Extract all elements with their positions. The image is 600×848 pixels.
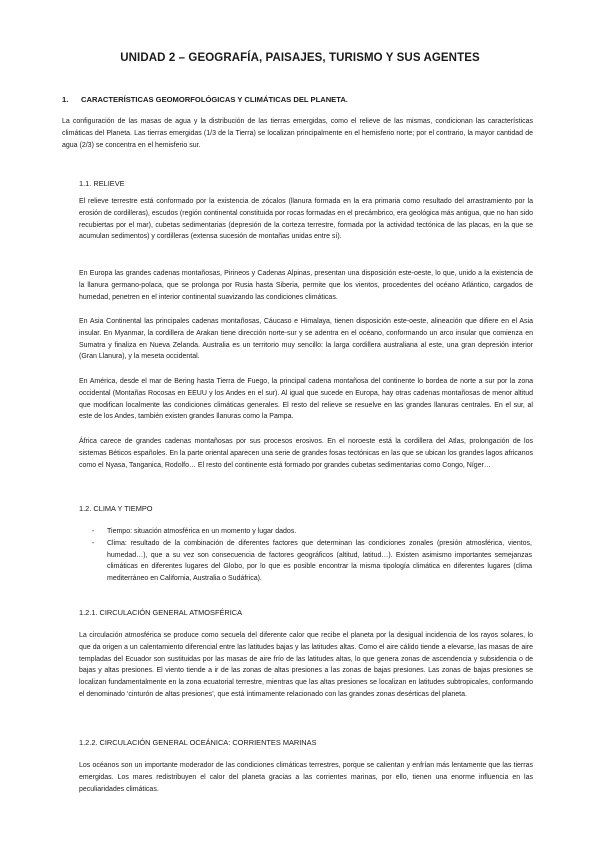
clima-heading: 1.2. CLIMA Y TIEMPO — [79, 504, 153, 513]
relieve-paragraph-3: En Asia Continental las principales cadenas montañosas, Cáucaso e Himalaya, tienen disposición este-oeste, alineación que difiere en el Asia insular. En Myanmar, la cordillera de Arakan tiene dirección norte-sur y se adentra en el océano, conformando un arco insular que comienza en Sumatra y finaliza en Nueva Zelanda. Australia es un territorio muy sencillo: la larga cordillera australiana al este, una gran depresión interior (Gran Llanura), y la meseta occidental. — [79, 318, 533, 361]
circulacion-atmosferica-text: La circulación atmosférica se produce como secuela del diferente calor que recibe el planeta por la desigual incidencia de los rayos solares, lo que da origen a un calentamiento diferencial entre las latitudes bajas y las latitudes altas. Como el aire cálido tiende a elevarse, las masas de aire templadas del Ecuador son sustituidas por las masas de aire frío de las latitudes altas, lo que genera zonas de ascendencia y subsidencia o de bajas y altas presiones. El viento tiende a ir de las zonas de altas presiones a las zonas de bajas presiones. Las zonas de bajas presiones se localizan fundamentalmente en la zona ecuatorial terrestre, mientras que las altas presiones se localizan en latitudes subtropicales, conformando el denominado ‘cinturón de altas presiones’, que está íntimamente relacionado con las grandes zonas desérticas del planeta. — [79, 632, 533, 698]
relieve-heading: 1.1. RELIEVE — [79, 179, 125, 188]
section-1-title: CARACTERÍSTICAS GEOMORFOLÓGICAS Y CLIMÁTICAS DEL PLANETA. — [81, 95, 348, 104]
relieve-paragraph-5: África carece de grandes cadenas montañosas por sus procesos erosivos. En el noroeste está la cordillera del Atlas, prolongación de los sistemas Béticos españoles. En la parte oriental aparecen una serie de grandes fosas tectónicas en las que se ubican los grandes lagos africanos como el Nyasa, Tanganica, Rodolfo… El resto del continente está formado por grandes cubetas sedimentarias como Congo, Níger… — [79, 438, 533, 469]
circulacion-oceanica-text: Los océanos son un importante moderador de las condiciones climáticas terrestres, porque se calientan y enfrían más lentamente que las tierras emergidas. Los mares redistribuyen el calor del planeta gracias a las corrientes marinas, por ello, tienen una enorme influencia en las peculiaridades climáticas. — [79, 762, 533, 793]
relieve-paragraph-1: El relieve terrestre está conformado por la existencia de zócalos (llanura formada en la era primaria como resultado del arrastramiento por la erosión de cordilleras), escudos (región continental constituida por rocas formadas en el precámbrico, era geológica más antigua, que no han sido recubiertas por el mar), cubetas sedimentarias (depresión de la corteza terrestre, formada por la actividad tectónica de las placas, en la que se acumulan sedimentos) y cordilleras (extensa sucesión de montañas unidas entre sí). — [79, 198, 533, 241]
list-item: - Clima: resultado de la combinación de diferentes factores que determinan las condiciones zonales (presión atmosférica, vientos, humedad…), que a su vez son consecuencia de factores geográficos (altitud, latitud…). Existen asimismo importantes semejanzas climáticas en diferentes lugares del Globo, por lo que es posible encontrar la misma tipología climática en diferentes lugares (clima mediterráneo en California, Australia o Sudáfrica). — [92, 538, 532, 585]
relieve-paragraph-4: En América, desde el mar de Bering hasta Tierra de Fuego, la principal cadena montañosa del continente lo bordea de norte a sur por la zona occidental (Montañas Rocosas en EEUU y los Andes en el sur). Al igual que sucede en Europa, hay otras cadenas montañosas de menor altitud que modifican localmente las condiciones climáticas generales. El resto del relieve se resuelve en las grandes llanuras centrales. En el sur, al este de los Andes, también existen grandes llanuras como la Pampa. — [79, 378, 533, 421]
relieve-paragraph-2: En Europa las grandes cadenas montañosas, Pirineos y Cadenas Alpinas, presentan una disposición este-oeste, lo que, unido a la existencia de la llanura germano-polaca, que se prolonga por Rusia hasta Siberia, permite que los vientos, procedentes del océano Atlántico, cargados de humedad, penetren en el interior continental suavizando las condiciones climáticas. — [79, 270, 533, 301]
section-1-heading — [62, 95, 348, 104]
circulacion-atmosferica-heading: 1.2.1. CIRCULACIÓN GENERAL ATMOSFÉRICA — [79, 608, 243, 617]
section-1-intro: La configuración de las masas de agua y la distribución de las tierras emergidas, como el relieve de las mismas, condicionan las características climáticas del Planeta. Las tierras emergidas (1/3 de la Tierra) se localizan principalmente en el hemisferio norte; por el contrario, la mayor cantidad de agua (2/3) se concentra en el hemisferio sur. — [62, 118, 533, 149]
list-item: - Tiempo: situación atmosférica en un momento y lugar dados. — [92, 526, 532, 538]
section-1-number: 1. — [62, 95, 69, 104]
page-title: UNIDAD 2 – GEOGRAFÍA, PAISAJES, TURISMO Y SUS AGENTES — [120, 52, 480, 64]
clima-list — [92, 526, 532, 585]
circulacion-oceanica-heading: 1.2.2. CIRCULACIÓN GENERAL OCEÁNICA: CORRIENTES MARINAS — [79, 738, 317, 747]
